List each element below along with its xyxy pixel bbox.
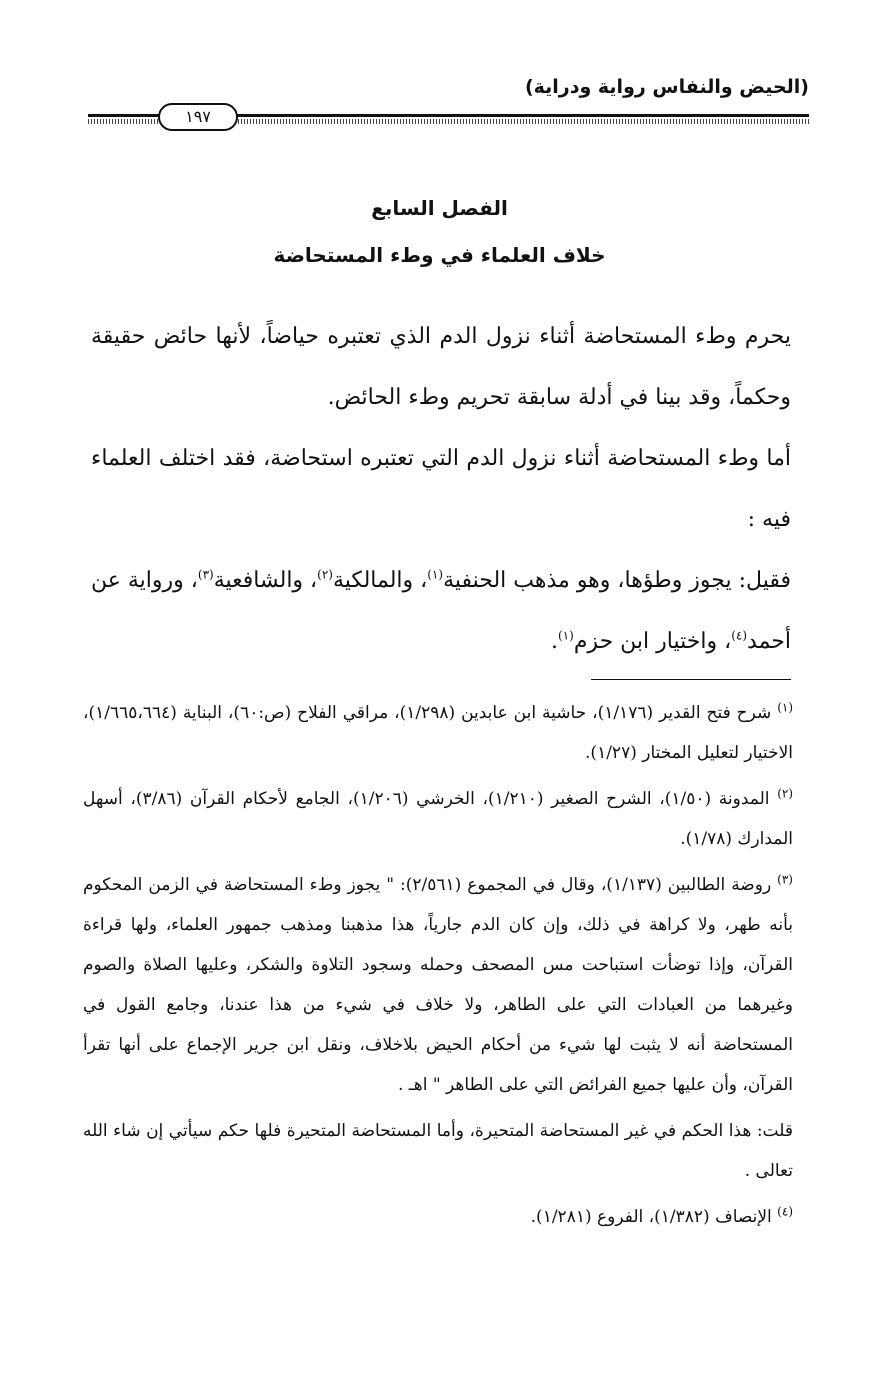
footnote <box>83 1197 793 1237</box>
text-run: ، والشافعية <box>213 568 318 593</box>
footnote-text: شرح فتح القدير (١/١٧٦)، حاشية ابن عابدين (١/٢٩٨)، مراقي الفلاح (ص:٦٠)، البناية (١/٦٦٥،٦٦٤)، الاختيار لتعليل المختار (١/٢٧). <box>83 703 793 763</box>
footnote-text: الإنصاف (١/٣٨٢)، الفروع (١/٢٨١). <box>530 1207 772 1227</box>
footnote-number: (٤) <box>777 1204 793 1219</box>
footnote-text: روضة الطالبين (١/١٣٧)، وقال في المجموع (٢/٥٦١): " يجوز وطء المستحاضة في الزمن المحكوم بأنه طهر، ولا كراهة في ذلك، وإن كان الدم جارياً، هذا مذهبنا ومذهب جمهور العلماء، ولها قراءة القرآن، وإذا توضأت استباحت مس المصحف وحمله وسجود التلاوة والشكر، وعليها الصلاة والصوم وغيرهما من العبادات التي على الطاهر، ولا خلاف في شيء من هذا عندنا، وجامع القول في المستحاضة أنه لا يثبت لها شيء من أحكام الحيض بلاخلاف، ونقل ابن جرير الإجماع على أنها تقرأ القرآن، وأن عليها جميع الفرائض التي على الطاهر " اهـ . <box>83 875 793 1095</box>
footnote-marker: (٣) <box>197 567 214 582</box>
running-title: (الحيض والنفاس رواية ودراية) <box>524 76 809 98</box>
footnote-text: قلت: هذا الحكم في غير المستحاضة المتحيرة، وأما المستحاضة المتحيرة فلها حكم سيأتي إن شاء الله تعالى . <box>83 1121 793 1181</box>
footnote-number: (١) <box>777 700 794 715</box>
text-run: . <box>550 629 558 654</box>
footnote-marker: (١) <box>557 628 574 643</box>
page-header <box>88 70 809 128</box>
paragraph-2: أما وطء المستحاضة أثناء نزول الدم التي تعتبره استحاضة، فقد اختلف العلماء فيه : <box>91 446 791 532</box>
paragraph-3 <box>91 550 791 672</box>
chapter-subtitle: خلاف العلماء في وطء المستحاضة <box>273 243 606 267</box>
footnote <box>83 865 793 1105</box>
footnote <box>83 693 793 773</box>
text-run: ، ورواية عن أحمد <box>91 568 791 654</box>
text-run: ، والمالكية <box>332 568 428 593</box>
text-run: ، واختيار ابن حزم <box>573 629 732 654</box>
paragraph-1: يحرم وطء المستحاضة أثناء نزول الدم الذي تعتبره حياضاً، لأنها حائض حقيقة وحكماً، وقد بينا في أدلة سابقة تحريم وطء الحائض. <box>91 324 791 410</box>
footnote <box>83 779 793 859</box>
body-text <box>91 306 791 672</box>
footnote-separator <box>591 679 791 680</box>
footnote-note <box>83 1111 793 1191</box>
footnote-marker: (٤) <box>731 628 748 643</box>
footnotes <box>83 693 793 1243</box>
footnote-marker: (٢) <box>317 567 333 582</box>
page-number: ١٩٧ <box>158 103 238 131</box>
chapter-title: الفصل السابع <box>371 196 508 220</box>
footnote-number: (٣) <box>777 872 793 887</box>
text-run: فقيل: يجوز وطؤها، وهو مذهب الحنفية <box>443 568 791 593</box>
footnote-text: المدونة (١/٥٠)، الشرح الصغير (١/٢١٠)، الخرشي (١/٢٠٦)، الجامع لأحكام القرآن (٣/٨٦)، أسهل المدارك (١/٧٨). <box>83 789 793 849</box>
footnote-number: (٢) <box>777 786 794 801</box>
footnote-marker: (١) <box>427 567 444 582</box>
